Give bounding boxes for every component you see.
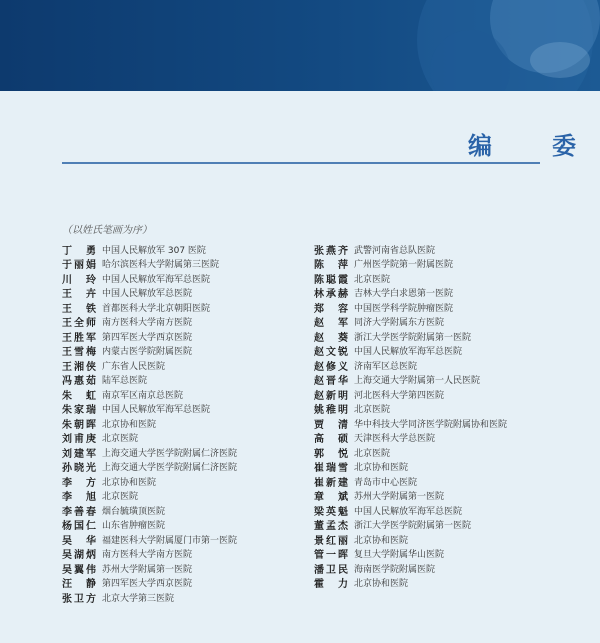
editor-name: 潘卫民 [314,564,348,576]
editor-name: 丁 勇 [62,245,96,257]
editor-name: 张卫方 [62,593,96,605]
editor-name: 吴湖炳 [62,550,96,562]
editor-name: 王雪梅 [62,347,96,359]
editor-name: 赵文锐 [314,347,348,359]
list-item [314,329,507,344]
list-item [314,561,507,576]
editor-name: 高 硕 [314,434,348,446]
editor-name: 朱朝晖 [62,419,96,431]
editor-name: 孙晓光 [62,463,96,475]
list-item [62,503,237,518]
list-item [314,416,507,431]
list-item [62,431,237,446]
editor-institution: 复旦大学附属华山医院 [354,550,445,561]
editor-institution: 苏州大学附属第一医院 [354,492,445,503]
editor-name: 李 方 [62,477,96,489]
list-item [314,344,507,359]
list-item [314,271,507,286]
editor-name: 赵新明 [314,390,348,402]
editor-institution: 济南军区总医院 [354,361,418,372]
editor-institution: 第四军医大学西京医院 [102,579,193,590]
editor-institution: 南京军区南京总医院 [102,390,184,401]
list-item [62,315,237,330]
list-item [314,373,507,388]
editor-name: 姚稚明 [314,405,348,417]
editor-institution: 中国人民解放军 307 医院 [102,245,206,256]
editor-name: 霍 力 [314,579,348,591]
list-item [314,532,507,547]
editor-institution: 北京协和医院 [102,419,157,430]
editor-name: 陈 萍 [314,260,348,272]
list-item [62,576,237,591]
editor-name: 崔新建 [314,477,348,489]
list-item [62,242,237,257]
editor-institution: 中国人民解放军海军总医院 [102,274,211,285]
editor-name: 李善春 [62,506,96,518]
editor-institution: 北京医院 [354,274,391,285]
editor-name: 刘建军 [62,448,96,460]
list-item [62,518,237,533]
list-item [62,460,237,475]
list-item [314,358,507,373]
order-note: （以姓氏笔画为序） [62,225,152,236]
editor-institution: 上海交通大学医学院附属仁济医院 [102,463,238,474]
editor-institution: 第四军医大学西京医院 [102,332,193,343]
list-item [314,576,507,591]
list-item [62,547,237,562]
editor-institution: 苏州大学附属第一医院 [102,564,193,575]
editor-institution: 同济大学附属东方医院 [354,318,445,329]
editor-institution: 海南医学院附属医院 [354,564,436,575]
list-item [62,590,237,605]
editor-name: 吴翼伟 [62,564,96,576]
list-item [62,402,237,417]
list-item [314,300,507,315]
editor-institution: 陆军总医院 [102,376,148,387]
list-item [62,358,237,373]
editor-name: 杨国仁 [62,521,96,533]
list-item [314,474,507,489]
list-item [314,460,507,475]
list-item [62,561,237,576]
list-item [314,431,507,446]
editor-name: 汪 静 [62,579,96,591]
editor-name: 崔瑞雪 [314,463,348,475]
editor-institution: 烟台毓璜顶医院 [102,506,166,517]
editor-institution: 北京医院 [354,448,391,459]
editor-institution: 北京协和医院 [354,579,409,590]
editor-institution: 吉林大学白求恩第一医院 [354,289,454,300]
list-item [314,402,507,417]
editor-institution: 南方医科大学南方医院 [102,550,193,561]
editor-institution: 中国医学科学院肿瘤医院 [354,303,454,314]
list-item [314,445,507,460]
list-item [62,257,237,272]
editor-name: 王全师 [62,318,96,330]
editor-institution: 中国人民解放军海军总医院 [354,347,463,358]
list-item [314,315,507,330]
editor-institution: 浙江大学医学院附属第一医院 [354,521,472,532]
list-item [62,474,237,489]
editor-institution: 浙江大学医学院附属第一医院 [354,332,472,343]
editor-name: 王胜军 [62,332,96,344]
list-item [62,329,237,344]
editor-name: 郭 悦 [314,448,348,460]
editor-name: 川 玲 [62,274,96,286]
editor-institution: 中国人民解放军海军总医院 [354,506,463,517]
page-title: 编 委 [468,132,594,160]
editor-name: 董孟杰 [314,521,348,533]
banner-decoration [0,0,600,91]
editor-name: 林承赫 [314,289,348,301]
editor-name: 梁英魁 [314,506,348,518]
editor-name: 赵晋华 [314,376,348,388]
editor-list-left [62,242,237,605]
editor-institution: 武警河南省总队医院 [354,245,436,256]
list-item [314,489,507,504]
title-divider [62,162,540,164]
list-item [62,416,237,431]
editor-name: 王 卉 [62,289,96,301]
editor-institution: 北京医院 [354,405,391,416]
editor-institution: 上海交通大学医学院附属仁济医院 [102,448,238,459]
list-item [314,503,507,518]
list-item [62,300,237,315]
editor-institution: 天津医科大学总医院 [354,434,436,445]
editor-institution: 北京协和医院 [102,477,157,488]
list-item [314,286,507,301]
editor-institution: 中国人民解放军海军总医院 [102,405,211,416]
editor-institution: 北京协和医院 [354,535,409,546]
editor-name: 管一晖 [314,550,348,562]
list-item [62,271,237,286]
list-item [62,286,237,301]
editor-name: 景红丽 [314,535,348,547]
editor-institution: 北京医院 [102,492,139,503]
list-item [62,489,237,504]
editor-institution: 内蒙古医学院附属医院 [102,347,193,358]
editor-name: 吴 华 [62,535,96,547]
list-item [62,387,237,402]
editor-name: 郑 容 [314,303,348,315]
editor-institution: 广东省人民医院 [102,361,166,372]
editor-name: 李 旭 [62,492,96,504]
list-item [62,532,237,547]
editor-name: 赵 葵 [314,332,348,344]
list-item [314,518,507,533]
editor-name: 贾 清 [314,419,348,431]
editor-name: 朱 虹 [62,390,96,402]
editor-name: 赵 军 [314,318,348,330]
editor-list-right [314,242,507,590]
editor-institution: 福建医科大学附属厦门市第一医院 [102,535,238,546]
editor-name: 赵修义 [314,361,348,373]
editor-name: 章 斌 [314,492,348,504]
list-item [314,387,507,402]
editor-name: 刘甫庚 [62,434,96,446]
editor-institution: 北京医院 [102,434,139,445]
editor-institution: 河北医科大学第四医院 [354,390,445,401]
editor-name: 陈聪霞 [314,274,348,286]
list-item [314,547,507,562]
list-item [62,373,237,388]
editor-institution: 华中科技大学同济医学院附属协和医院 [354,419,508,430]
list-item [62,445,237,460]
editor-institution: 北京协和医院 [354,463,409,474]
editor-institution: 南方医科大学南方医院 [102,318,193,329]
editor-institution: 广州医学院第一附属医院 [354,260,454,271]
editor-name: 张燕齐 [314,245,348,257]
editor-institution: 中国人民解放军总医院 [102,289,193,300]
editor-institution: 北京大学第三医院 [102,593,175,604]
editor-name: 王 铁 [62,303,96,315]
list-item [314,242,507,257]
editor-institution: 哈尔滨医科大学附属第三医院 [102,260,220,271]
header-banner [0,0,600,91]
editor-institution: 首都医科大学北京朝阳医院 [102,303,211,314]
editor-institution: 青岛市中心医院 [354,477,418,488]
editor-name: 王湘侠 [62,361,96,373]
editor-name: 冯惠茹 [62,376,96,388]
list-item [62,344,237,359]
editor-name: 朱家瑞 [62,405,96,417]
editor-name: 于丽娟 [62,260,96,272]
editor-institution: 山东省肿瘤医院 [102,521,166,532]
editor-institution: 上海交通大学附属第一人民医院 [354,376,481,387]
list-item [314,257,507,272]
